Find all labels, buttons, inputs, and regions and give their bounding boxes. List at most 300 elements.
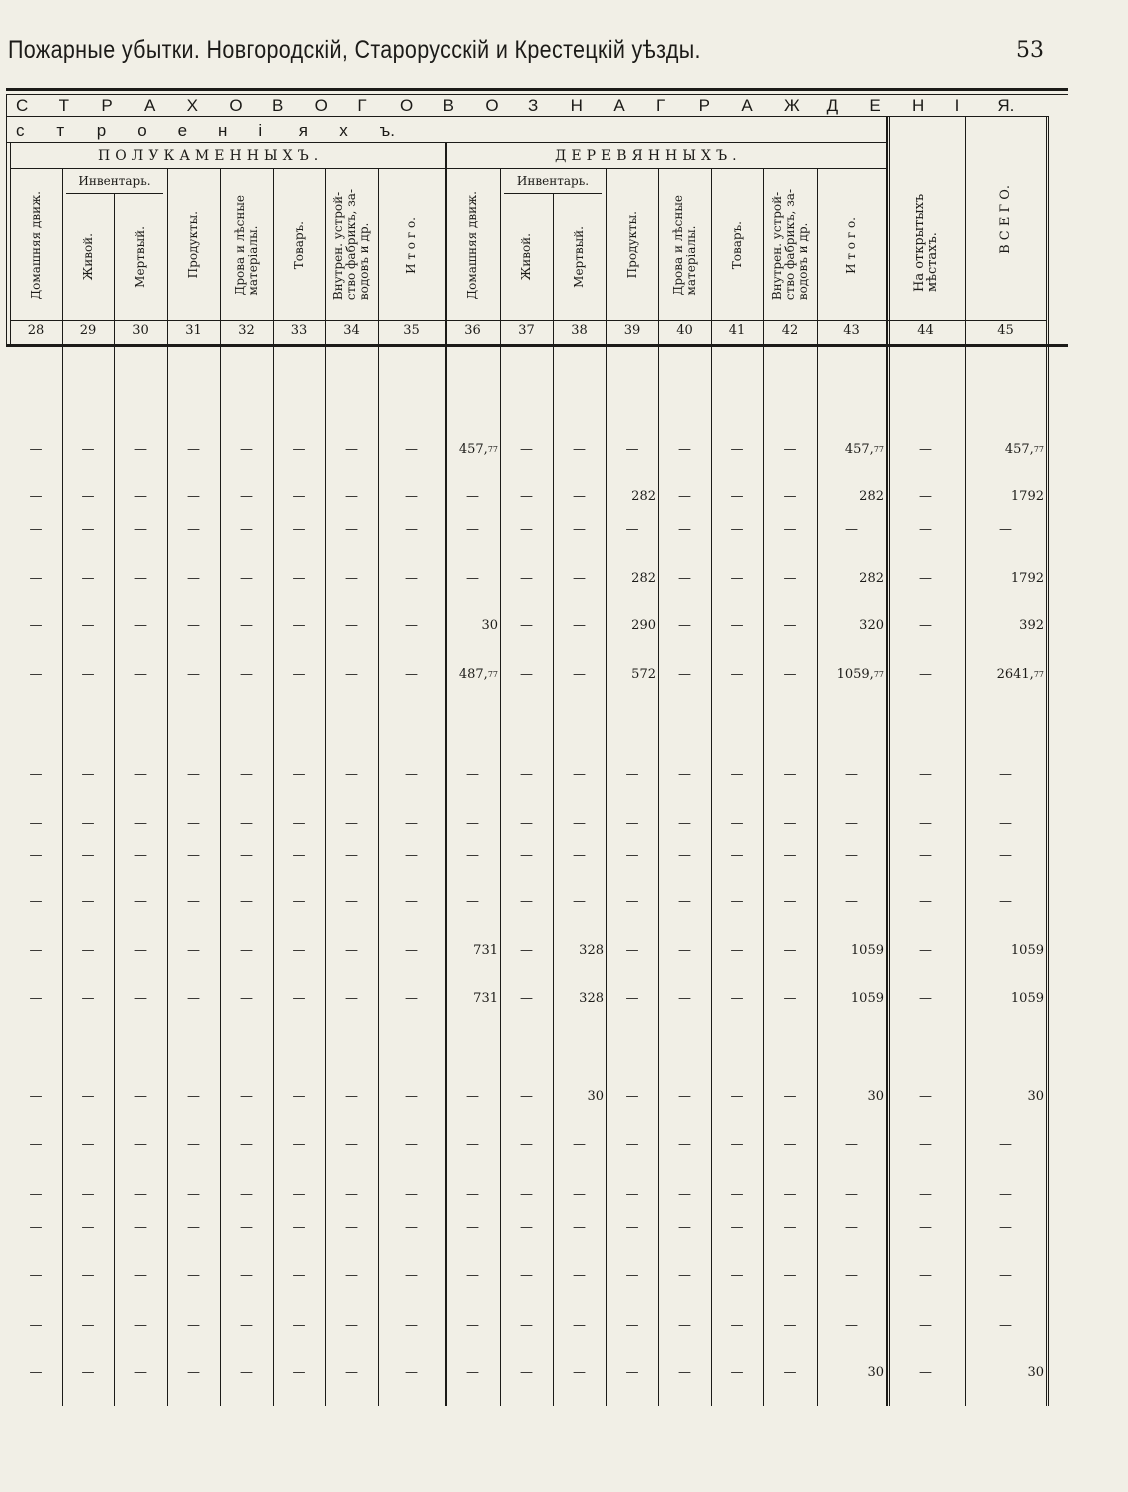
table-cell: — (345, 816, 358, 831)
table-cell: — (29, 991, 43, 1006)
table-cell: — (678, 522, 691, 537)
table-cell: — (919, 816, 932, 831)
column-header (965, 120, 1046, 318)
column-header (711, 172, 763, 318)
table-cell: $457,_{77}$ (844, 442, 884, 457)
table-cell: — (730, 667, 744, 682)
table-cell: — (81, 991, 95, 1006)
table-cell: — (29, 1268, 43, 1283)
column-header-text: Товаръ. (729, 220, 744, 270)
table-cell: 282 (859, 571, 884, 586)
banner-letter: Н (570, 96, 583, 115)
header-bottom-rule (6, 344, 1068, 347)
subbanner-letter: н (218, 121, 228, 140)
table-cell: — (919, 1137, 932, 1152)
table-cell: — (292, 1187, 306, 1202)
table-cell: — (783, 667, 797, 682)
kopeks-value: 77 (487, 445, 498, 454)
table-cell: — (573, 1187, 586, 1202)
table-cell: — (573, 1318, 586, 1333)
table-cell: — (730, 1318, 744, 1333)
table-cell: — (625, 816, 639, 831)
table-cell: — (292, 618, 306, 633)
banner-letter: В (442, 96, 454, 115)
table-cell: — (187, 894, 200, 909)
table-cell: — (240, 618, 253, 633)
table-cell: — (520, 522, 533, 537)
column-header-text: Внутрен. устрой- ство фабрикъ, за- водовъ и др. (769, 189, 810, 301)
table-cell: — (845, 816, 858, 831)
table-cell: — (29, 667, 43, 682)
table-cell: — (520, 1220, 533, 1235)
table-cell: — (466, 1187, 479, 1202)
table-cell: — (845, 522, 858, 537)
column-header (220, 172, 273, 318)
table-cell: — (187, 1268, 200, 1283)
table-cell: — (678, 571, 691, 586)
table-cell: — (625, 1318, 639, 1333)
table-cell: — (134, 571, 147, 586)
table-cell: — (187, 943, 200, 958)
table-cell: 731 (473, 943, 498, 958)
column-number: 39 (623, 323, 641, 338)
table-cell: — (405, 1318, 418, 1333)
table-cell: — (678, 1187, 691, 1202)
banner-letter: І (954, 96, 960, 115)
table-cell: — (730, 442, 744, 457)
table-cell: — (81, 1089, 95, 1104)
table-cell: — (730, 991, 744, 1006)
table-cell: — (730, 816, 744, 831)
table-cell: — (783, 442, 797, 457)
table-cell: — (730, 1089, 744, 1104)
table-cell: — (405, 991, 418, 1006)
table-cell: — (625, 1365, 639, 1380)
table-cell: — (187, 1318, 200, 1333)
subbanner-letter: я (298, 121, 309, 140)
table-cell: — (678, 991, 691, 1006)
table-cell: — (520, 618, 533, 633)
table-cell: — (29, 489, 43, 504)
table-cell: — (81, 1318, 95, 1333)
kopeks-value: 77 (487, 670, 498, 679)
table-cell: 282 (859, 489, 884, 504)
table-cell: — (466, 894, 479, 909)
table-cell: — (919, 667, 932, 682)
table-cell: — (466, 1365, 479, 1380)
table-cell: — (845, 767, 858, 782)
banner-letter: Г (357, 96, 367, 115)
banner-letter: З (528, 96, 539, 115)
table-cell: $2641,_{77}$ (996, 667, 1044, 682)
table-cell: — (466, 1089, 479, 1104)
table-cell: — (240, 1089, 253, 1104)
table-cell: — (187, 767, 200, 782)
table-cell: — (783, 1318, 797, 1333)
table-cell: — (783, 1365, 797, 1380)
table-cell: — (573, 571, 586, 586)
table-cell: — (240, 1318, 253, 1333)
table-cell: — (783, 1187, 797, 1202)
column-header (378, 172, 445, 318)
right-edge-2 (1048, 116, 1049, 1406)
table-cell: 30 (587, 1089, 604, 1104)
table-cell: — (134, 894, 147, 909)
banner-letter: Е (869, 96, 881, 115)
table-cell: — (405, 767, 418, 782)
table-cell: — (292, 1268, 306, 1283)
banner-letter: О (314, 96, 328, 115)
banner-letter: В (272, 96, 284, 115)
column-number: 33 (290, 323, 308, 338)
table-cell: 1059 (850, 991, 884, 1006)
table-cell: — (81, 489, 95, 504)
table-cell: — (520, 767, 533, 782)
table-cell: — (919, 1318, 932, 1333)
table-cell: — (292, 991, 306, 1006)
table-cell: — (919, 848, 932, 863)
table-cell: — (845, 894, 858, 909)
table-cell: — (520, 667, 533, 682)
table-cell: — (520, 442, 533, 457)
table-cell: — (345, 943, 358, 958)
banner-letter: А (741, 96, 753, 115)
column-header-text: Дрова и лѣсные матеріалы. (232, 194, 260, 296)
table-cell: — (134, 489, 147, 504)
table-cell: — (81, 442, 95, 457)
table-cell: — (134, 1220, 147, 1235)
table-cell: — (625, 1089, 639, 1104)
table-cell: — (625, 894, 639, 909)
column-number: 31 (185, 323, 202, 338)
table-cell: — (783, 489, 797, 504)
column-number: 34 (343, 323, 360, 338)
table-cell: — (240, 816, 253, 831)
table-cell: — (466, 1268, 479, 1283)
table-cell: 1059 (1010, 943, 1044, 958)
table-cell: — (345, 1318, 358, 1333)
table-cell: — (292, 1137, 306, 1152)
table-cell: — (405, 1220, 418, 1235)
table-cell: — (845, 848, 858, 863)
table-cell: 328 (579, 991, 604, 1006)
table-cell: — (783, 894, 797, 909)
table-cell: — (187, 522, 200, 537)
kopeks-value: 77 (873, 445, 884, 454)
column-number: 28 (27, 323, 45, 338)
table-cell: — (292, 1318, 306, 1333)
table-cell: — (345, 894, 358, 909)
table-cell: — (292, 767, 306, 782)
table-cell: — (29, 767, 43, 782)
column-header-text: Внутрен. устрой- ство фабрикъ, за- водовъ и др. (331, 189, 371, 301)
column-number: 38 (571, 323, 588, 338)
table-cell: — (678, 767, 691, 782)
table-cell: — (187, 848, 200, 863)
table-cell: — (345, 571, 358, 586)
table-cell: — (919, 943, 932, 958)
column-header (62, 196, 114, 318)
table-cell: — (240, 522, 253, 537)
top-rule (6, 88, 1068, 91)
table-cell: — (134, 618, 147, 633)
table-cell: — (783, 618, 797, 633)
table-cell: — (466, 489, 479, 504)
table-cell: — (730, 522, 744, 537)
column-header-text: Продукты. (186, 211, 200, 279)
table-cell: — (405, 894, 418, 909)
table-cell: — (573, 1137, 586, 1152)
table-cell: — (292, 1089, 306, 1104)
table-cell: — (81, 767, 95, 782)
table-cell: — (919, 442, 932, 457)
column-header (167, 172, 220, 318)
table-cell: — (999, 1318, 1012, 1333)
table-cell: — (134, 1318, 147, 1333)
table-cell: — (466, 522, 479, 537)
table-cell: 392 (1019, 618, 1044, 633)
column-number: 37 (518, 323, 535, 338)
table-cell: — (29, 1089, 43, 1104)
table-cell: — (29, 571, 43, 586)
table-cell: — (625, 1137, 639, 1152)
banner-letter: Ж (784, 96, 800, 115)
table-cell: — (187, 442, 200, 457)
banner-letter: Д (826, 96, 839, 115)
subbanner-letter: р (96, 121, 107, 140)
table-cell: — (29, 442, 43, 457)
subbanner-letter: х (339, 121, 348, 140)
column-header-text: Живой. (519, 233, 533, 281)
table-cell: — (405, 489, 418, 504)
column-header (500, 196, 553, 318)
column-header-text: И т о г о. (404, 216, 418, 274)
table-cell: — (81, 571, 95, 586)
column-header (763, 172, 817, 318)
table-cell: — (845, 1220, 858, 1235)
column-header (658, 172, 711, 318)
table-cell: — (999, 848, 1012, 863)
table-cell: 1059 (1010, 991, 1044, 1006)
column-header (10, 172, 62, 318)
table-cell: — (783, 1137, 797, 1152)
table-cell: — (345, 767, 358, 782)
table-cell: — (134, 1365, 147, 1380)
table-cell: — (187, 1187, 200, 1202)
table-cell: — (29, 1187, 43, 1202)
table-cell: — (292, 1220, 306, 1235)
group-divider (445, 142, 447, 168)
table-cell: — (678, 816, 691, 831)
table-cell: — (134, 1137, 147, 1152)
banner-letter: Р (101, 96, 113, 115)
table-cell: — (240, 943, 253, 958)
column-number: 45 (997, 323, 1014, 338)
table-cell: — (573, 522, 586, 537)
table-cell: — (345, 1187, 358, 1202)
banner-rule (6, 116, 1048, 117)
table-cell: — (292, 816, 306, 831)
colnames-rule (10, 320, 1046, 321)
table-cell: $487,_{77}$ (458, 667, 498, 682)
table-cell: — (29, 618, 43, 633)
table-cell: — (292, 1365, 306, 1380)
table-cell: — (678, 442, 691, 457)
table-cell: — (81, 816, 95, 831)
table-cell: $457,_{77}$ (1004, 442, 1044, 457)
table-cell: — (405, 1365, 418, 1380)
table-cell: — (345, 991, 358, 1006)
table-cell: — (187, 991, 200, 1006)
table-cell: — (520, 848, 533, 863)
kopeks-value: 77 (873, 670, 884, 679)
table-cell: — (187, 618, 200, 633)
column-number: 44 (917, 323, 934, 338)
table-cell: — (81, 522, 95, 537)
group-wooden-header: ДЕРЕВЯННЫХЪ. (555, 148, 742, 164)
inventory-header: Инвентарь. (516, 174, 590, 188)
column-number: 36 (464, 323, 481, 338)
table-cell: — (730, 489, 744, 504)
column-header (325, 172, 378, 318)
column-header (606, 172, 658, 318)
table-cell: — (625, 1268, 639, 1283)
table-cell: — (134, 1089, 147, 1104)
table-cell: — (730, 1268, 744, 1283)
table-cell: — (240, 1187, 253, 1202)
table-cell: — (29, 943, 43, 958)
table-cell: — (573, 618, 586, 633)
table-cell: 30 (1027, 1365, 1044, 1380)
table-cell: 1792 (1010, 489, 1044, 504)
table-cell: — (405, 1137, 418, 1152)
table-cell: — (999, 1137, 1012, 1152)
table-cell: 282 (631, 489, 656, 504)
column-header-text: Домашняя движ. (465, 190, 479, 300)
table-cell: — (345, 1137, 358, 1152)
table-cell: — (919, 991, 932, 1006)
table-cell: — (999, 767, 1012, 782)
table-cell: — (292, 442, 306, 457)
column-number: 40 (676, 323, 693, 338)
table-cell: — (625, 991, 639, 1006)
table-cell: — (520, 1365, 533, 1380)
table-cell: — (292, 943, 306, 958)
table-cell: — (520, 1318, 533, 1333)
table-cell: — (81, 1220, 95, 1235)
table-cell: — (783, 1268, 797, 1283)
column-header (886, 120, 965, 318)
table-cell: — (345, 848, 358, 863)
table-cell: 1059 (850, 943, 884, 958)
table-cell: — (187, 571, 200, 586)
table-cell: — (240, 991, 253, 1006)
table-cell: — (783, 522, 797, 537)
table-cell: — (240, 667, 253, 682)
banner-letter: А (613, 96, 625, 115)
table-cell: — (405, 618, 418, 633)
table-cell: — (240, 1220, 253, 1235)
table-cell: — (466, 1220, 479, 1235)
subbanner-letter: о (137, 121, 147, 140)
kopeks-value: 77 (1033, 445, 1044, 454)
table-cell: — (81, 943, 95, 958)
table-cell: — (405, 848, 418, 863)
subbanner-letter: і (258, 121, 263, 140)
banner-letter: О (485, 96, 499, 115)
table-cell: — (187, 667, 200, 682)
table-cell: — (573, 1220, 586, 1235)
table-cell: — (134, 848, 147, 863)
table-cell: 328 (579, 943, 604, 958)
table-cell: — (573, 1268, 586, 1283)
table-cell: — (678, 1268, 691, 1283)
table-cell: — (187, 1365, 200, 1380)
table-cell: — (730, 1220, 744, 1235)
table-cell: — (573, 442, 586, 457)
subbanner-letter: с (16, 121, 25, 140)
table-cell: 1792 (1010, 571, 1044, 586)
table-cell: — (29, 522, 43, 537)
column-header-text: Мертвый. (133, 226, 147, 288)
subbanner-letter: ъ. (379, 121, 395, 140)
table-cell: $1059,_{77}$ (836, 667, 884, 682)
table-cell: — (625, 943, 639, 958)
table-cell: — (919, 1365, 932, 1380)
table-cell: — (81, 894, 95, 909)
table-cell: 572 (631, 667, 656, 682)
table-cell: — (573, 1365, 586, 1380)
table-cell: — (466, 1137, 479, 1152)
table-cell: — (81, 1137, 95, 1152)
kopeks-value: 77 (1033, 670, 1044, 679)
table-cell: — (999, 522, 1012, 537)
column-number: 32 (238, 323, 255, 338)
table-cell: — (81, 618, 95, 633)
table-cell: — (919, 522, 932, 537)
table-cell: — (919, 571, 932, 586)
column-header-text: Дрова и лѣсные матеріалы. (670, 194, 698, 296)
table-cell: — (678, 1220, 691, 1235)
table-cell: — (81, 667, 95, 682)
table-cell: — (730, 1187, 744, 1202)
table-cell: — (240, 1137, 253, 1152)
banner-letter: А (144, 96, 156, 115)
table-cell: — (520, 1268, 533, 1283)
table-cell: — (405, 1187, 418, 1202)
banner-letter: Т (58, 96, 70, 115)
table-cell: — (678, 943, 691, 958)
table-cell: 290 (631, 618, 656, 633)
column-number: 42 (781, 323, 799, 338)
table-cell: — (730, 571, 744, 586)
column-header-text: Домашняя движ. (28, 190, 43, 300)
table-cell: — (573, 667, 586, 682)
column-header-text: Продукты. (624, 211, 639, 279)
table-cell: — (240, 894, 253, 909)
table-cell: — (783, 1089, 797, 1104)
table-cell: — (730, 618, 744, 633)
table-cell: — (345, 667, 358, 682)
table-cell: — (520, 1137, 533, 1152)
table-cell: — (187, 1220, 200, 1235)
table-cell: 320 (859, 618, 884, 633)
table-cell: — (678, 667, 691, 682)
column-header-text: Товаръ. (291, 220, 306, 270)
table-cell: — (783, 1220, 797, 1235)
table-cell: — (405, 571, 418, 586)
table-cell: — (730, 894, 744, 909)
